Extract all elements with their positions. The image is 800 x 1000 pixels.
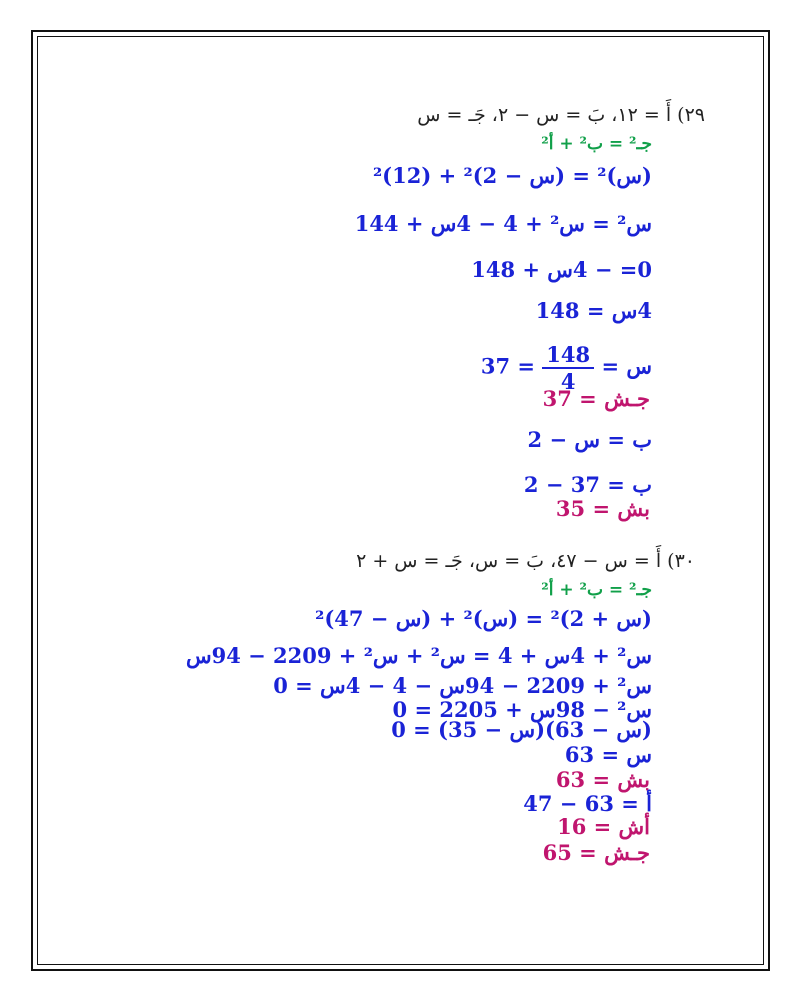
problem-30-expansion: س² + 4س + 4 = س² + س² + 2209 − 94س bbox=[185, 643, 652, 668]
fraction-numerator: 148 bbox=[542, 342, 594, 369]
problem-29-result-b: بش = 35 bbox=[555, 496, 650, 521]
problem-30-result-a: أش = 16 bbox=[557, 814, 650, 839]
problem-30-formula: جـ² = ب² + أ² bbox=[541, 580, 652, 600]
problem-30-result-c: جـش = 65 bbox=[542, 840, 650, 865]
problem-30-factored: (س − 63)(س − 35) = 0 bbox=[391, 717, 652, 742]
problem-29-header: ٢٩) أَ = ١٢، بَ = س − ٢، جَـ = س bbox=[417, 104, 705, 126]
problem-29-step-1: 0= − 4س + 148 bbox=[471, 257, 652, 282]
problem-30-substitution: (س + 2)² = (س)² + (س − 47)² bbox=[315, 606, 652, 631]
problem-30-a-substitution: أ = 63 − 47 bbox=[523, 791, 652, 816]
step-3-left: س = bbox=[601, 353, 652, 379]
problem-29-b-expression: ب = س − 2 bbox=[527, 427, 652, 452]
step-3-right: = 37 bbox=[480, 353, 535, 379]
problem-30-step-2: س² − 98س + 2205 = 0 bbox=[392, 697, 652, 722]
problem-29-expansion: س² = س² + 4 − 4س + 144 bbox=[354, 211, 652, 236]
fraction-denominator: 4 bbox=[560, 369, 576, 394]
problem-29-step-2: 4س = 148 bbox=[535, 298, 652, 323]
problem-29-result-c: جـش = 37 bbox=[542, 386, 650, 411]
problem-30-header: ٣٠) أَ = س − ٤٧، بَ = س، جَـ = س + ٢ bbox=[356, 550, 695, 572]
problem-30-step-1: س² + 2209 − 94س − 4 − 4س = 0 bbox=[273, 673, 652, 698]
problem-29-substitution: (س)² = (س − 2)² + (12)² bbox=[372, 163, 652, 188]
problem-29-b-substitution: ب = 37 − 2 bbox=[523, 472, 652, 497]
problem-30-result-b: بش = 63 bbox=[555, 767, 650, 792]
problem-30-x-value: س = 63 bbox=[564, 742, 652, 767]
problem-29-formula: جـ² = ب² + أ² bbox=[541, 134, 652, 154]
